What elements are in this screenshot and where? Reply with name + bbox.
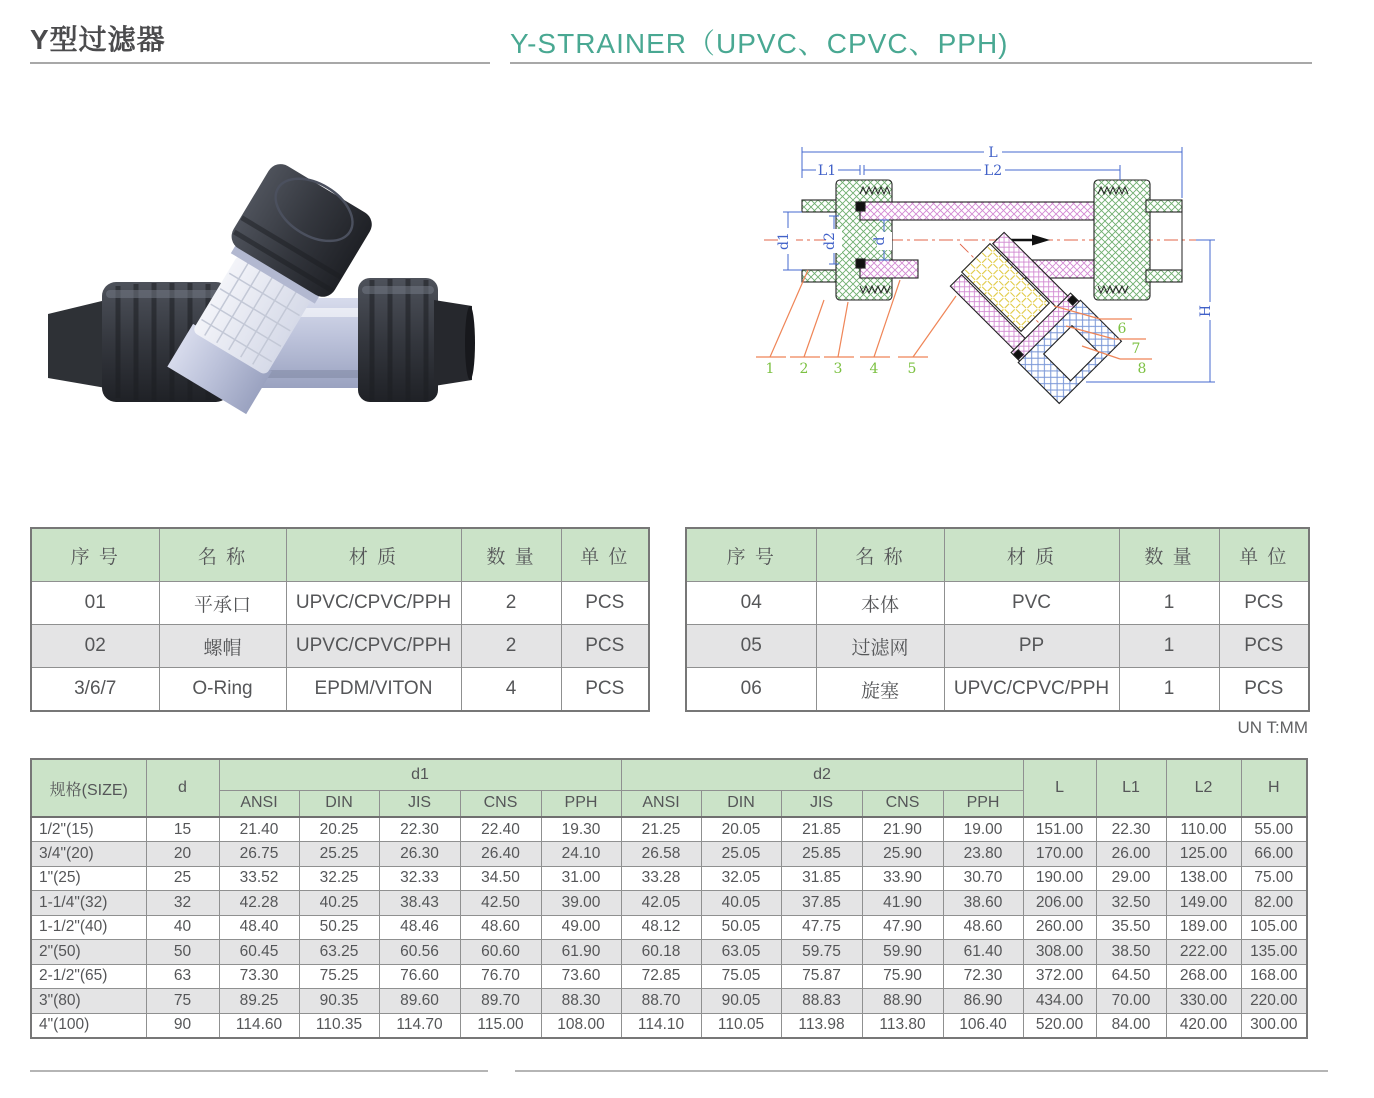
table-cell: 149.00	[1166, 891, 1241, 916]
table-cell: 63	[146, 964, 219, 989]
diagram-body	[799, 180, 1182, 403]
table-row	[686, 582, 1309, 625]
table-cell: 90.35	[299, 989, 379, 1014]
table-cell: 86.90	[943, 989, 1023, 1014]
table-cell: 50.25	[299, 915, 379, 940]
table-cell: 64.50	[1096, 964, 1166, 989]
table-cell: 1	[1119, 668, 1219, 712]
table-cell: UPVC/CPVC/PPH	[286, 625, 461, 668]
dim-label-L: L	[988, 145, 998, 161]
table-cell: 2	[461, 625, 561, 668]
table-cell: 63.05	[701, 940, 781, 965]
table-cell: 114.60	[219, 1013, 299, 1038]
callout-7: 7	[1131, 341, 1141, 357]
table-cell: 76.70	[460, 964, 541, 989]
table-cell: 75	[146, 989, 219, 1014]
table-cell: 25.85	[781, 842, 862, 867]
table-cell: 110.05	[701, 1013, 781, 1038]
table-cell: 19.00	[943, 817, 1023, 842]
col-header-d1-cns: CNS	[460, 790, 541, 817]
table-cell: 35.50	[1096, 915, 1166, 940]
table-cell: 48.60	[460, 915, 541, 940]
table-cell: 75.00	[1241, 866, 1307, 891]
table-cell: 47.90	[862, 915, 943, 940]
col-header-L1: L1	[1096, 759, 1166, 817]
table-cell: 76.60	[379, 964, 460, 989]
table-cell: 2"(50)	[31, 940, 146, 965]
table-cell: 螺帽	[159, 625, 286, 668]
table-cell: 40	[146, 915, 219, 940]
table-cell: PP	[944, 625, 1119, 668]
table-cell: 151.00	[1023, 817, 1096, 842]
col-header-material: 材 质	[286, 528, 461, 582]
table-cell: 3"(80)	[31, 989, 146, 1014]
table-cell: 25	[146, 866, 219, 891]
table-cell: 206.00	[1023, 891, 1096, 916]
callout-2: 2	[799, 361, 809, 377]
table-cell: 40.05	[701, 891, 781, 916]
table-cell: PCS	[1219, 668, 1309, 712]
callout-5: 5	[907, 361, 917, 377]
table-row	[31, 842, 1307, 867]
technical-diagram	[748, 130, 1238, 425]
dim-label-d1: d1	[776, 232, 792, 250]
col-header-d1-jis: JIS	[379, 790, 460, 817]
o-ring	[856, 259, 865, 268]
table-cell: 114.70	[379, 1013, 460, 1038]
table-cell: 32.50	[1096, 891, 1166, 916]
col-header-name: 名 称	[159, 528, 286, 582]
table-cell: 372.00	[1023, 964, 1096, 989]
table-cell: 21.90	[862, 817, 943, 842]
table-cell: 72.30	[943, 964, 1023, 989]
table-cell: 1	[1119, 625, 1219, 668]
table-cell: 25.25	[299, 842, 379, 867]
table-cell: 84.00	[1096, 1013, 1166, 1038]
table-cell: 88.83	[781, 989, 862, 1014]
col-group-d2: d2	[621, 759, 1023, 790]
table-cell: O-Ring	[159, 668, 286, 712]
dim-label-L2: L2	[983, 163, 1003, 179]
col-header-size: 规格(SIZE)	[31, 759, 146, 817]
table-cell: 19.30	[541, 817, 621, 842]
header-divider-right	[510, 62, 1312, 64]
table-cell: 60.56	[379, 940, 460, 965]
table-cell: 50.05	[701, 915, 781, 940]
table-row	[31, 817, 1307, 842]
table-cell: 21.85	[781, 817, 862, 842]
col-header-unit: 单 位	[1219, 528, 1309, 582]
table-cell: 38.50	[1096, 940, 1166, 965]
parts-table-right	[685, 527, 1310, 712]
table-cell: 110.35	[299, 1013, 379, 1038]
table-cell: 105.00	[1241, 915, 1307, 940]
table-cell: 113.80	[862, 1013, 943, 1038]
table-cell: 22.30	[379, 817, 460, 842]
table-cell: 21.40	[219, 817, 299, 842]
table-cell: 61.40	[943, 940, 1023, 965]
table-row	[31, 625, 649, 668]
table-cell: 23.80	[943, 842, 1023, 867]
table-cell: 38.60	[943, 891, 1023, 916]
photo-right-assembly	[358, 278, 475, 402]
table-cell: 20.25	[299, 817, 379, 842]
table-cell: 108.00	[541, 1013, 621, 1038]
col-header-d1-din: DIN	[299, 790, 379, 817]
col-header-L2: L2	[1166, 759, 1241, 817]
table-cell: 75.87	[781, 964, 862, 989]
col-header-d2-jis: JIS	[781, 790, 862, 817]
table-cell: 48.12	[621, 915, 701, 940]
table-cell: 24.10	[541, 842, 621, 867]
table-cell: 33.52	[219, 866, 299, 891]
table-cell: 旋塞	[816, 668, 944, 712]
table-cell: 32	[146, 891, 219, 916]
table-cell: UPVC/CPVC/PPH	[286, 582, 461, 625]
table-cell: 268.00	[1166, 964, 1241, 989]
col-header-d2-pph: PPH	[943, 790, 1023, 817]
col-header-d1-ansi: ANSI	[219, 790, 299, 817]
dimension-table	[30, 758, 1308, 1039]
col-header-d2-ansi: ANSI	[621, 790, 701, 817]
table-cell: 本体	[816, 582, 944, 625]
table-row	[31, 668, 649, 712]
table-cell: 330.00	[1166, 989, 1241, 1014]
table-row	[31, 940, 1307, 965]
table-cell: 1-1/2"(40)	[31, 915, 146, 940]
table-cell: UPVC/CPVC/PPH	[944, 668, 1119, 712]
table-cell: 90	[146, 1013, 219, 1038]
table-row	[31, 989, 1307, 1014]
table-cell: PCS	[561, 582, 649, 625]
table-cell: 125.00	[1166, 842, 1241, 867]
table-cell: 31.00	[541, 866, 621, 891]
table-cell: 41.90	[862, 891, 943, 916]
photo-left-end-spigot	[48, 300, 106, 388]
table-cell: 42.28	[219, 891, 299, 916]
col-group-d1: d1	[219, 759, 621, 790]
table-cell: 22.30	[1096, 817, 1166, 842]
table-row	[31, 915, 1307, 940]
table-cell: 33.90	[862, 866, 943, 891]
col-header-d2-din: DIN	[701, 790, 781, 817]
table-cell: 114.10	[621, 1013, 701, 1038]
table-cell: 89.70	[460, 989, 541, 1014]
dim-label-d2: d2	[822, 232, 838, 250]
col-header-d: d	[146, 759, 219, 817]
table-cell: 170.00	[1023, 842, 1096, 867]
table-cell: 55.00	[1241, 817, 1307, 842]
table-cell: 106.40	[943, 1013, 1023, 1038]
table-cell: 189.00	[1166, 915, 1241, 940]
table-row	[31, 891, 1307, 916]
table-row	[31, 964, 1307, 989]
table-cell: 01	[31, 582, 159, 625]
table-cell: 72.85	[621, 964, 701, 989]
table-cell: 60.45	[219, 940, 299, 965]
parts-table-header-row	[31, 528, 649, 582]
o-ring	[856, 202, 865, 211]
table-cell: PVC	[944, 582, 1119, 625]
table-cell: 06	[686, 668, 816, 712]
table-cell: 31.85	[781, 866, 862, 891]
table-cell: 61.90	[541, 940, 621, 965]
table-cell: 520.00	[1023, 1013, 1096, 1038]
footer-divider-left	[30, 1070, 488, 1072]
table-row	[686, 625, 1309, 668]
table-cell: 21.25	[621, 817, 701, 842]
callout-1: 1	[765, 361, 775, 377]
table-cell: 75.05	[701, 964, 781, 989]
table-cell: 220.00	[1241, 989, 1307, 1014]
col-header-qty: 数 量	[461, 528, 561, 582]
table-cell: 1-1/4"(32)	[31, 891, 146, 916]
table-cell: 50	[146, 940, 219, 965]
table-cell: 73.60	[541, 964, 621, 989]
table-cell: 66.00	[1241, 842, 1307, 867]
table-cell: 308.00	[1023, 940, 1096, 965]
diagram-union-nut-right	[1094, 180, 1150, 300]
table-cell: 75.90	[862, 964, 943, 989]
table-cell: 47.75	[781, 915, 862, 940]
table-cell: 平承口	[159, 582, 286, 625]
col-header-L: L	[1023, 759, 1096, 817]
page-title-cn: Y型过滤器	[30, 24, 166, 55]
table-cell: 1"(25)	[31, 866, 146, 891]
table-cell: 222.00	[1166, 940, 1241, 965]
footer-divider-right	[515, 1070, 1328, 1072]
table-cell: 02	[31, 625, 159, 668]
callout-8: 8	[1137, 361, 1147, 377]
table-cell: 70.00	[1096, 989, 1166, 1014]
table-cell: 32.25	[299, 866, 379, 891]
table-row	[31, 1013, 1307, 1038]
header-divider-left	[30, 62, 490, 64]
table-cell: 49.00	[541, 915, 621, 940]
table-cell: 26.40	[460, 842, 541, 867]
table-cell: 59.75	[781, 940, 862, 965]
table-cell: 135.00	[1241, 940, 1307, 965]
table-cell: 3/4"(20)	[31, 842, 146, 867]
table-cell: 88.30	[541, 989, 621, 1014]
table-cell: 30.70	[943, 866, 1023, 891]
table-cell: 4"(100)	[31, 1013, 146, 1038]
parts-table-header-row	[686, 528, 1309, 582]
table-cell: 34.50	[460, 866, 541, 891]
table-cell: 3/6/7	[31, 668, 159, 712]
table-row	[686, 668, 1309, 712]
table-row	[31, 582, 649, 625]
table-cell: 60.18	[621, 940, 701, 965]
table-cell: 26.00	[1096, 842, 1166, 867]
table-cell: 26.75	[219, 842, 299, 867]
table-cell: 190.00	[1023, 866, 1096, 891]
dim-label-L1: L1	[817, 163, 837, 179]
table-cell: 33.28	[621, 866, 701, 891]
dim-label-H: H	[1198, 304, 1214, 318]
table-cell: 48.60	[943, 915, 1023, 940]
table-cell: 82.00	[1241, 891, 1307, 916]
table-cell: 32.05	[701, 866, 781, 891]
col-header-d1-pph: PPH	[541, 790, 621, 817]
table-cell: 20.05	[701, 817, 781, 842]
callout-6: 6	[1117, 321, 1127, 337]
table-cell: 22.40	[460, 817, 541, 842]
table-cell: 59.90	[862, 940, 943, 965]
table-cell: 2	[461, 582, 561, 625]
table-cell: 37.85	[781, 891, 862, 916]
table-cell: 60.60	[460, 940, 541, 965]
table-cell: 2-1/2"(65)	[31, 964, 146, 989]
table-cell: 73.30	[219, 964, 299, 989]
table-cell: 26.58	[621, 842, 701, 867]
table-cell: 26.30	[379, 842, 460, 867]
table-cell: 89.60	[379, 989, 460, 1014]
table-cell: 420.00	[1166, 1013, 1241, 1038]
table-cell: 38.43	[379, 891, 460, 916]
table-cell: 48.40	[219, 915, 299, 940]
col-header-H: H	[1241, 759, 1307, 817]
table-cell: PCS	[1219, 582, 1309, 625]
table-cell: 138.00	[1166, 866, 1241, 891]
table-cell: 48.46	[379, 915, 460, 940]
table-cell: 63.25	[299, 940, 379, 965]
col-header-name: 名 称	[816, 528, 944, 582]
table-cell: 260.00	[1023, 915, 1096, 940]
table-cell: EPDM/VITON	[286, 668, 461, 712]
col-header-d2-cns: CNS	[862, 790, 943, 817]
table-cell: PCS	[561, 625, 649, 668]
table-cell: 89.25	[219, 989, 299, 1014]
table-cell: 过滤网	[816, 625, 944, 668]
table-cell: 42.50	[460, 891, 541, 916]
table-cell: 168.00	[1241, 964, 1307, 989]
table-cell: 4	[461, 668, 561, 712]
table-cell: 115.00	[460, 1013, 541, 1038]
dim-table-group-header-row	[31, 759, 1307, 790]
page-title-en: Y-STRAINER（UPVC、CPVC、PPH)	[510, 28, 1009, 59]
table-cell: 29.00	[1096, 866, 1166, 891]
col-header-unit: 单 位	[561, 528, 649, 582]
table-cell: PCS	[561, 668, 649, 712]
callout-3: 3	[833, 361, 843, 377]
table-cell: 434.00	[1023, 989, 1096, 1014]
unit-note: UN T:MM	[1237, 718, 1308, 737]
table-cell: 88.70	[621, 989, 701, 1014]
table-cell: 15	[146, 817, 219, 842]
parts-table-left	[30, 527, 650, 712]
table-cell: 20	[146, 842, 219, 867]
table-cell: 25.05	[701, 842, 781, 867]
col-header-qty: 数 量	[1119, 528, 1219, 582]
dim-label-d: d	[872, 236, 888, 246]
table-cell: 113.98	[781, 1013, 862, 1038]
table-cell: 1	[1119, 582, 1219, 625]
table-cell: 1/2"(15)	[31, 817, 146, 842]
table-cell: 88.90	[862, 989, 943, 1014]
table-cell: 32.33	[379, 866, 460, 891]
callout-4: 4	[869, 361, 879, 377]
table-cell: 40.25	[299, 891, 379, 916]
col-header-material: 材 质	[944, 528, 1119, 582]
table-cell: 04	[686, 582, 816, 625]
product-photo	[40, 148, 480, 448]
table-cell: 300.00	[1241, 1013, 1307, 1038]
col-header-no: 序 号	[31, 528, 159, 582]
table-cell: 39.00	[541, 891, 621, 916]
table-cell: PCS	[1219, 625, 1309, 668]
table-cell: 110.00	[1166, 817, 1241, 842]
table-cell: 90.05	[701, 989, 781, 1014]
table-row	[31, 866, 1307, 891]
table-cell: 25.90	[862, 842, 943, 867]
table-cell: 05	[686, 625, 816, 668]
table-cell: 75.25	[299, 964, 379, 989]
table-cell: 42.05	[621, 891, 701, 916]
col-header-no: 序 号	[686, 528, 816, 582]
